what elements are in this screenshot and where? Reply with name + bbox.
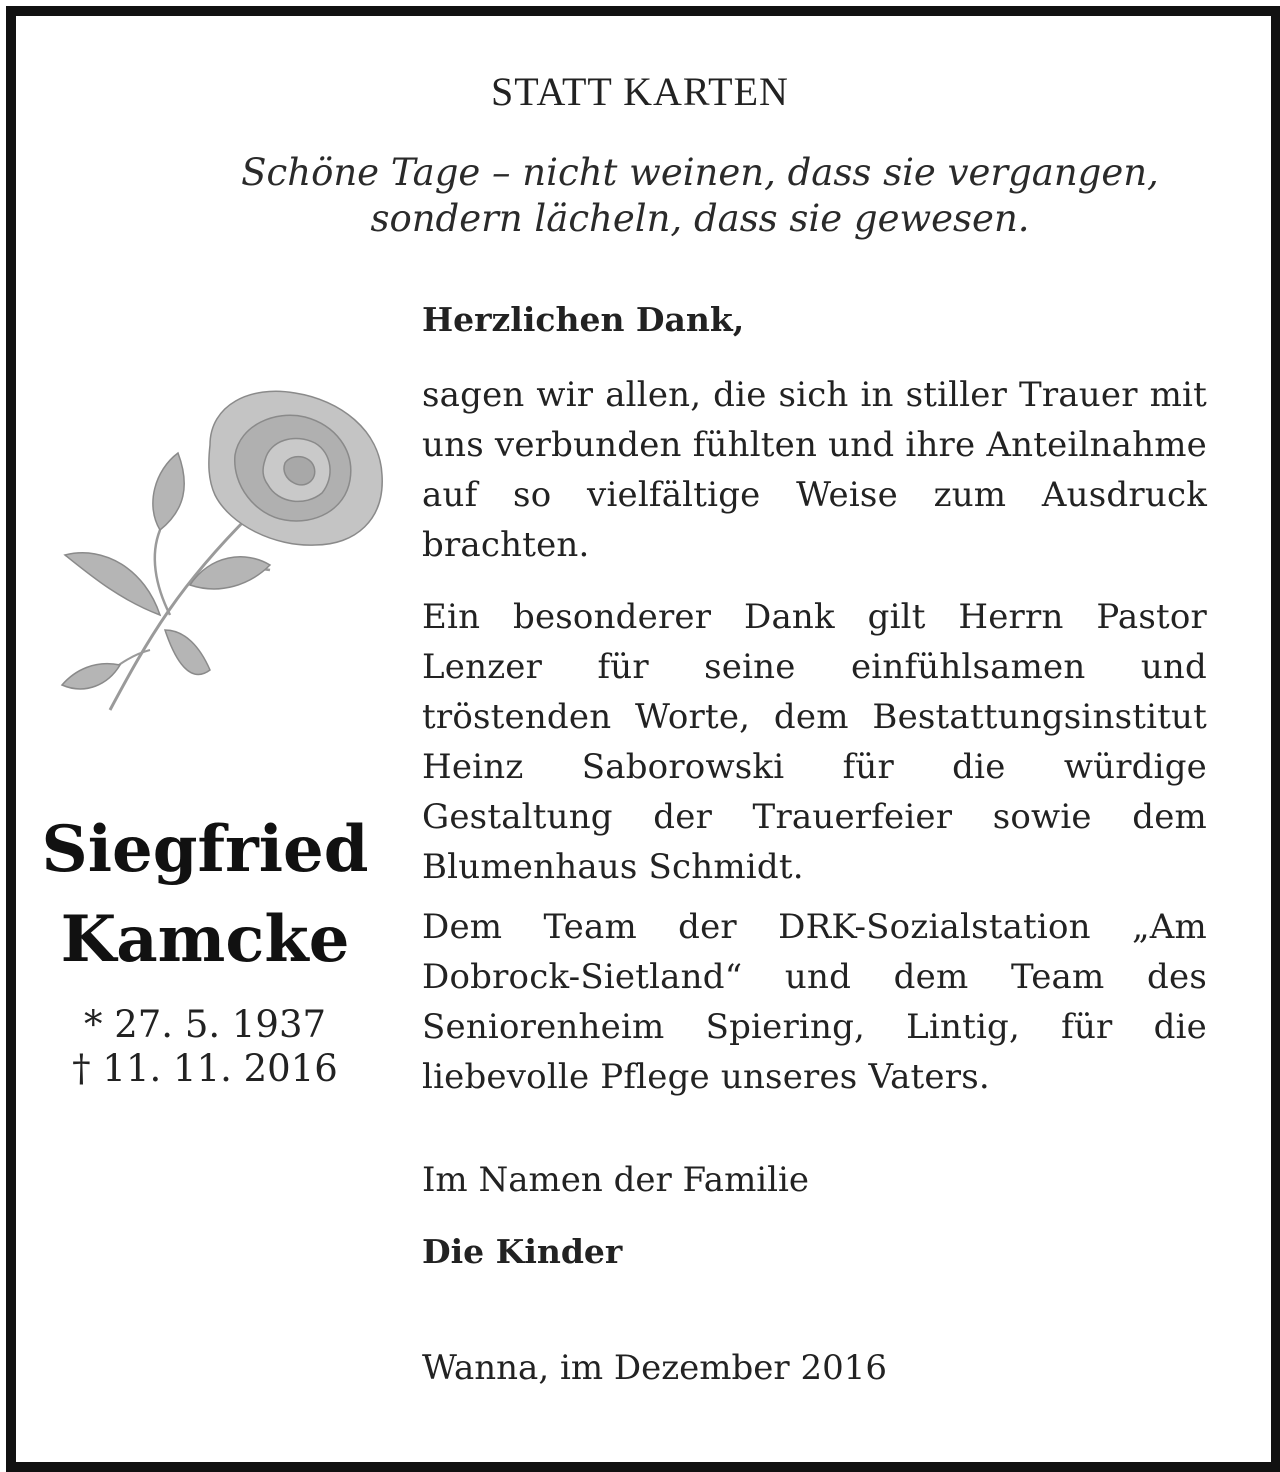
death-date: † 11. 11. 2016 [72,1047,338,1090]
quote-line-1: Schöne Tage – nicht weinen, dass sie vergangen, [241,151,1159,194]
quote-line-2: sondern lächeln, dass sie gewesen. [370,197,1030,240]
life-dates [40,1003,370,1091]
birth-date: * 27. 5. 1937 [83,1003,327,1046]
paragraph-2: Ein besonderer Dank gilt Herrn Pastor Lenzer für seine einfühlsamen und tröstenden Worte, dem Bestattungsinstitut Heinz Saborowski für die würdige Gestaltung der Trauerfeier sowie dem Blumenhaus Schmidt. [422,597,1207,887]
paragraph-1: sagen wir allen, die sich in stiller Trauer mit uns verbunden fühlten und ihre Anteilnahme auf so vielfältige Weise zum Ausdruck brachten. [422,375,1207,565]
last-name: Kamcke [60,902,350,977]
deceased-name [40,805,370,985]
header-title: STATT KARTEN [491,69,789,114]
quote [160,150,1240,242]
first-name: Siegfried [41,812,369,887]
place-date: Wanna, im Dezember 2016 [422,1348,887,1388]
signature: Die Kinder [422,1232,623,1271]
greeting: Herzlichen Dank, [422,300,745,339]
closing-line: Im Namen der Familie [422,1160,810,1200]
paragraph-3: Dem Team der DRK-Sozialstation „Am Dobrock-Sietland“ und dem Team des Seniorenheim Spiering, Lintig, für die liebevolle Pflege unseres Vaters. [422,907,1207,1097]
rose-icon [60,385,395,720]
